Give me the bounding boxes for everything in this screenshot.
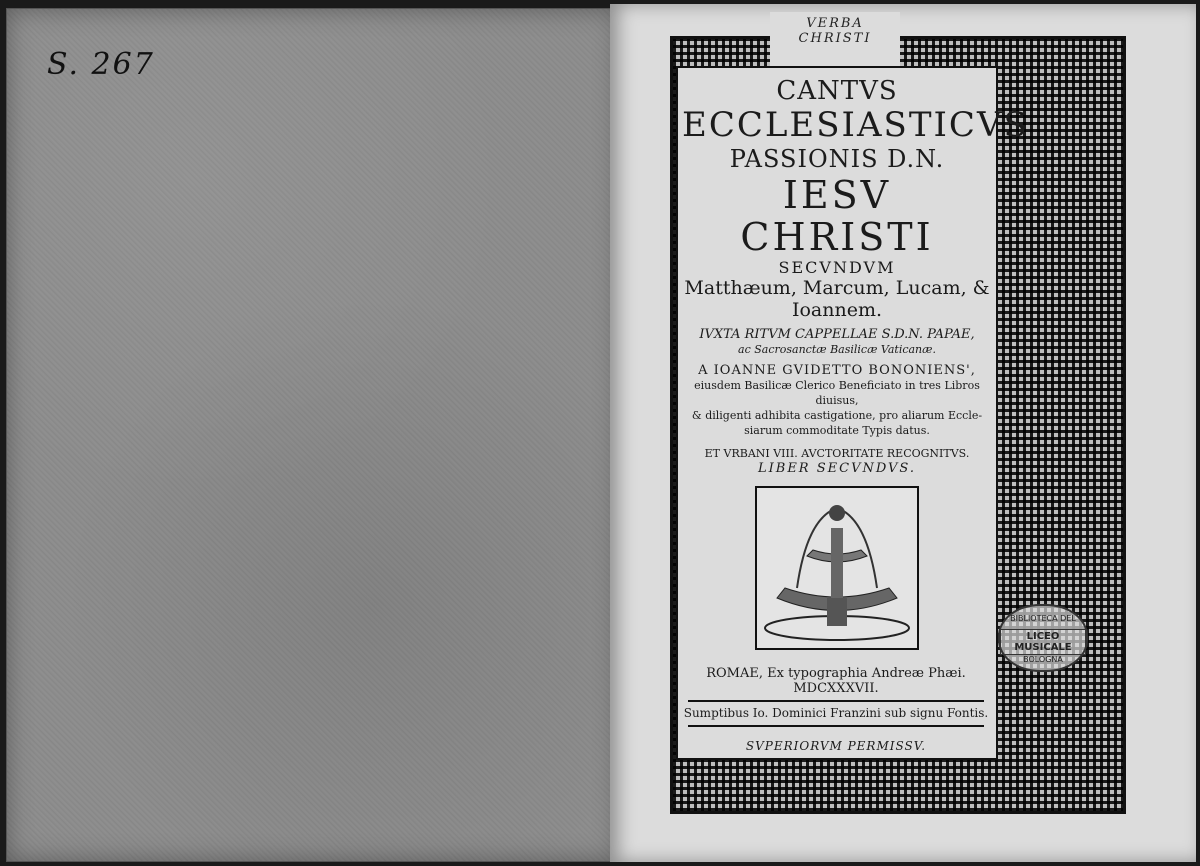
title-block — [676, 66, 1029, 760]
left-cover — [6, 8, 620, 862]
title-line-5: SECVNDVM — [778, 258, 896, 277]
title-line-8: ac Sacrosanctæ Basilicæ Vaticanæ. — [738, 343, 936, 356]
title-line-7: IVXTA RITVM CAPPELLAE S.D.N. PAPAE, — [699, 327, 975, 342]
fountain-woodcut — [755, 486, 919, 650]
pre-title: VERBA CHRISTI — [798, 16, 872, 46]
title-line-3: PASSIONIS D.N. — [729, 145, 945, 173]
title-line-11: & diligenti adhibita castigatione, pro aliarum Eccle- — [691, 409, 983, 422]
title-line-4: IESV CHRISTI — [740, 173, 934, 259]
title-line-2: ECCLESIASTICVS — [682, 105, 1029, 145]
imprint-line-3: SVPERIORVM PERMISSV. — [745, 739, 927, 753]
shelfmark: S. 267 — [47, 47, 155, 82]
title-line-9: A IOANNE GVIDETTO BONONIENS', — [698, 363, 976, 378]
title-line-10: eiusdem Basilicæ Clerico Beneficiato in tres Libros diuisus, — [694, 379, 980, 407]
imprint — [680, 666, 992, 754]
title-line-13: ET VRBANI VIII. AVCTORITATE RECOGNITVS. — [704, 447, 970, 460]
title-line-12: siarum commoditate Typis datus. — [744, 424, 930, 437]
title-line-6: Matthæum, Marcum, Lucam, & Ioannem. — [684, 277, 990, 321]
library-stamp: BIBLIOTECA DEL LICEO MUSICALE BOLOGNA — [998, 604, 1088, 672]
divider — [688, 725, 984, 727]
divider — [688, 700, 984, 702]
title-page — [610, 4, 1196, 862]
imprint-line-2: Sumptibus Io. Dominici Franzini sub signu Fontis. — [683, 706, 989, 720]
title-line-1: CANTVS — [776, 76, 898, 106]
title-line-14: LIBER SECVNDVS. — [758, 461, 916, 476]
imprint-line-1: ROMAE, Ex typographia Andreæ Phæi. MDCXXXVII. — [706, 666, 966, 696]
